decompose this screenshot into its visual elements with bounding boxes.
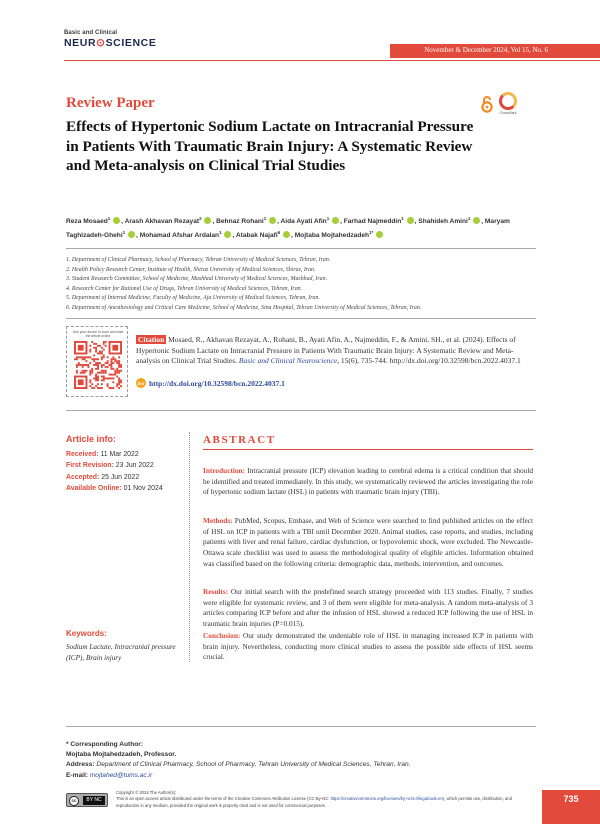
abstract-divider: [203, 449, 533, 450]
author-name: Behnaz Rohani$^1$: [216, 216, 267, 226]
doi-icon: doi: [136, 378, 146, 388]
author-name: Mojtaba Mojtahedzadeh$^{1*}$: [294, 230, 374, 240]
citation-divider: [66, 410, 536, 411]
qr-code-icon[interactable]: [74, 341, 122, 389]
logo-brain-icon: ⊙: [96, 37, 106, 49]
article-info-title: Article info:: [66, 434, 117, 444]
author-name: Aida Ayati Afin$^1$: [280, 216, 330, 226]
article-title: Effects of Hypertonic Sodium Lactate on Intracranial Pressure in Patients With Traumatic Brain Injury: A Systematic Review and Meta-analysis on Clinical Trial Studies: [66, 118, 474, 174]
author-list: Reza Mosaed$^1$ , Arash Akhavan Rezayat$^2$ , Behnaz Rohani$^1$ , Aida Ayati Afin$^1$ , Farhad Najmeddin$^1$ , Shahideh Amini$^1$ , Maryam Taghizadeh-Ghehi$^1$ , Mohamad Afshar Ardalan$^1$ , Atabak Najafi$^6$ , Mojtaba Mojtahedzadeh$^{1*}$: [66, 216, 510, 240]
logo-subtitle: Basic and Clinical: [64, 30, 118, 36]
citation-rest: , 15(6), 735-744. http://dx.doi.org/10.32598/bcn.2022.4037.1: [337, 356, 521, 365]
doi-link[interactable]: [136, 378, 285, 388]
crossmark-icon[interactable]: CrossMark: [497, 92, 519, 118]
qr-panel: [66, 326, 128, 397]
author-name: Arash Akhavan Rezayat$^2$: [124, 216, 202, 226]
issue-info: November & December 2024, Vol 15, No. 6: [424, 45, 548, 54]
author-name: Shahideh Amini$^1$: [418, 216, 471, 226]
open-access-icon: [480, 95, 494, 113]
orcid-icon[interactable]: [407, 217, 414, 224]
corresponding-name: Mojtaba Mojtahedzadeh, Professor.: [66, 751, 177, 759]
citation-block: [136, 335, 532, 367]
page-number: 735: [563, 794, 579, 804]
orcid-icon[interactable]: [332, 217, 339, 224]
orcid-icon[interactable]: [283, 231, 290, 238]
page-number-tab: [542, 790, 600, 824]
corresponding-author: [66, 740, 536, 781]
article-info-dates: [66, 449, 163, 495]
author-name: Mohamad Afshar Ardalan$^1$: [139, 230, 222, 240]
citation-label: Citation: [138, 335, 165, 344]
journal-logo: [64, 30, 156, 49]
affiliation-item: 2. Health Policy Research Center, Institute of Health, Shiraz University of Medical Sciences, Shiraz, Iran.: [66, 266, 316, 273]
affiliation-item: 6. Department of Anesthesiology and Critical Care Medicine, School of Medicine, Sina Hospital, Tehran University of Medical Sciences, Tehran, Iran.: [66, 304, 422, 311]
abstract-section: Results: Our initial search with the predefined search strategy proceeded with 113 studies. Finally, 7 studies were eligible for systematic review, and 3 of them were eligible for meta-analysis. A random meta-analysis of 3 articles comparing ICP before and after the infusion of HSL showed a reduced ICP following the use of HSL in traumatic brain injuries (P=0.015).: [203, 587, 533, 629]
affiliation-item: 4. Research Center for Rational Use of Drugs, Tehran University of Medical Sciences, Tehran, Iran.: [66, 285, 303, 292]
article-info-row: First Revision: 23 Jun 2022: [66, 462, 154, 470]
license-url[interactable]: https://creativecommons.org/licenses/by-nc/4.0/legalcode.en: [330, 796, 443, 802]
orcid-icon[interactable]: [473, 217, 480, 224]
logo-wordmark: NEUR⊙SCIENCE: [64, 37, 157, 49]
affiliation-item: 1. Department of Clinical Pharmacy, School of Pharmacy, Tehran University of Medical Sciences, Tehran, Iran.: [66, 257, 331, 263]
abstract-section: Introduction: Intracranial pressure (ICP) elevation leading to cerebral edema is a critical condition that should be identified and treated immediately. In this study, we systematically reviewed the articles investigating the role of hypertonic sodium lactate (HSL) in patients with traumatic brain injury (TBI).: [203, 466, 533, 497]
orcid-icon[interactable]: [204, 217, 211, 224]
orcid-icon[interactable]: [376, 231, 383, 238]
article-info-row: Received: 11 Mar 2022: [66, 451, 139, 458]
citation-text: Mosaed, R., Akhavan Rezayat, A., Rohani, B., Ayati Afin, A., Najmeddin, F., & Amini, SH., et al. (2024). Effects of Hypertonic Sodium Lactate on Intracranial Pressure in Patients With Traumatic Brain Injury: A Systematic Review and Meta-analysis on Clinical Trial Studies.: [136, 335, 516, 365]
author-name: Maryam Taghizadeh-Ghehi$^1$: [66, 218, 510, 240]
orcid-icon[interactable]: [224, 231, 231, 238]
header-divider: [64, 60, 600, 61]
orcid-icon[interactable]: [269, 217, 276, 224]
email-link[interactable]: mojtahed@tums.ac.ir: [87, 771, 153, 779]
affiliation-item: 5. Department of Internal Medicine, Faculty of Medicine, Aja University of Medical Sciences, Tehran, Iran.: [66, 295, 320, 302]
abstract-section: Methods: PubMed, Scopus, Embase, and Web of Science were searched to find published articles on the effect of HSL on ICP in patients with a TBI until December 2020. Animal studies, case reports, and studies, including patients with liver and renal failure, cardiac dysfunction, or hypovolemic shock, were excluded. The Newcastle-Ottawa scale checklist was used to assess the methodological quality of eligible articles. Information obtained was classified based on the following criteria: demographic data, methods, intervention, and outcomes.: [203, 516, 533, 568]
issue-band: [390, 44, 600, 58]
abstract-title: ABSTRACT: [203, 434, 276, 446]
keywords-text: Sodium Lactate, Intracranial pressure (ICP), Brain injury: [66, 643, 176, 662]
author-name: Atabak Najafi$^6$: [235, 230, 281, 240]
affiliation-list: [66, 256, 546, 314]
article-info-row: Accepted: 25 Jun 2022: [66, 473, 140, 481]
copyright-line: Copyright © 2024 The Author(s);: [116, 790, 177, 795]
corresponding-address: Address: Department of Clinical Pharmacy, School of Pharmacy, Tehran University of Medical Sciences, Tehran, Iran.: [66, 761, 411, 769]
author-name: Reza Mosaed$^1$: [66, 216, 111, 226]
article-info-row: Available Online: 01 Nov 2024: [66, 485, 163, 493]
qr-caption: Use your device to scan and read the article online: [72, 330, 124, 339]
citation-journal: Basic and Clinical Neuroscience: [238, 356, 338, 365]
author-name: Farhad Najmeddin$^1$: [343, 216, 404, 226]
orcid-icon[interactable]: [113, 217, 120, 224]
authors-divider: [66, 248, 536, 249]
footer-divider: [66, 726, 536, 727]
doi-url[interactable]: http://dx.doi.org/10.32598/bcn.2022.4037.1: [149, 378, 285, 388]
affiliations-divider: [66, 318, 536, 319]
orcid-icon[interactable]: [128, 231, 135, 238]
article-type: Review Paper: [66, 95, 155, 111]
column-divider: [189, 432, 190, 662]
cc-license-icon[interactable]: cc BY NC: [66, 793, 108, 807]
license-text: Copyright © 2024 The Author(s); This is an open access article distributed under the terms of the Creative Commons Attribution License (CC-By-NC: https://creativecommons.org/licenses/by-nc/4.0/legalcode.en), which permits use, distribution, and reproduction in any medium, provided the original work is properly cited and is not used for commercial purposes.: [116, 790, 536, 809]
keywords-title: Keywords:: [66, 629, 107, 638]
affiliation-item: 3. Student Research Committee, School of Medicine, Mashhad University of Medical Sciences, Mashhad, Iran.: [66, 276, 328, 283]
abstract-section: Conclusion: Our study demonstrated the undeniable role of HSL in managing increased ICP in patients with brain injury. Nevertheless, conducting more clinical studies to assess the possible side effects of HSL seems crucial.: [203, 631, 533, 662]
corresponding-email: E-mail: mojtahed@tums.ac.ir: [66, 771, 153, 779]
corresponding-title: * Corresponding Author:: [66, 741, 144, 748]
